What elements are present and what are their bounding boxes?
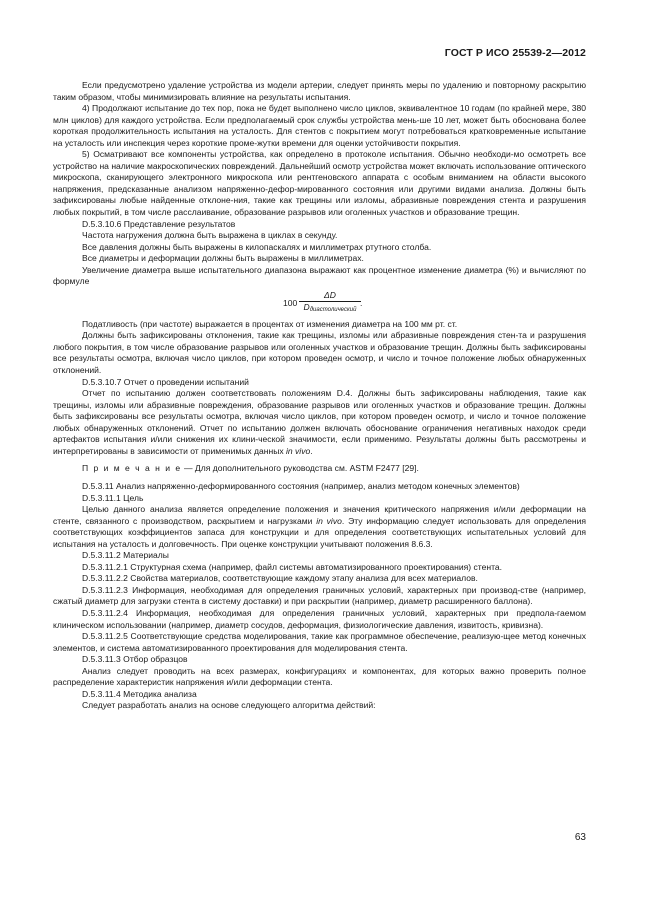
paragraph: Податливость (при частоте) выражается в процентах от изменения диаметра на 100 мм рт. ст. [82, 318, 458, 329]
paragraph: 5) Осматривают все компоненты устройства, как определено в протоколе испытания. Обычно необходи-мо осмотреть все устройство на наличие макроскопических повреждений. Дальнейший осмотр устройства может включать использование оптического микроскопа, сканирующего электронного микроскопа или рентгеновского аппарата с особым вниманием на области высокого напряжения, предсказанные анализом напряженно-дефор-мированного состояния или другими видами анализа. Должны быть зафиксированы любые найденные отклоне-ния, такие как трещины или изломы, абразивные повреждения стента и разрушения любых покрытий, в том числе расслаивание, образование разрывов или оголенных участков и образование трещин. [53, 149, 586, 218]
paragraph: D.5.3.11.2.3 Информация, необходимая для определения граничных условий, характерных при производ-стве (например, сжатый диаметр для загрузки стента в систему доставки) и при раскрытии (например, диаметр расширенного баллона). [53, 584, 586, 607]
paragraph: Отчет по испытанию должен соответствовать положениям D.4. Должны быть зафиксированы наблюдения, такие как трещины, изломы или абразивные повреждения, образование разрывов или оголенных участков и образование трещин. Должны быть зафиксированы все результаты осмотра, включая число циклов, при котором проведен осмотр, и число и точное положение любых обнаруженных отклонений. Отчет по испытанию должен включать обоснование ограничения негативных находок среди артефактов испытания и/или снижения их клини-ческой значимости, если применимо. Результаты должны быть рассмотрены и интерпретированы в зависимости от применимых данных in vivo. [53, 388, 586, 456]
section-heading: D.5.3.11.1 Цель [82, 492, 144, 503]
note-text: — Для дополнительного руководства см. ASTM F2477 [29]. [181, 463, 419, 474]
paragraph: Целью данного анализа является определение положения и значения критического напряжения и/или деформации на стенте, связанного с производством, раскрытием и нагрузками in vivo. Эту информацию следует использовать для определения соответствующих коэффициентов запаса для конструкции и для определения соответствующих испытательных условий для испытания на усталость и долговечность. При оценке конструкции учитывают положения 8.6.3. [53, 504, 586, 549]
section-heading: D.5.3.11.4 Методика анализа [82, 688, 197, 699]
document-header: ГОСТ Р ИСО 25539-2—2012 [444, 47, 586, 59]
paragraph: Должны быть зафиксированы отклонения, такие как трещины, изломы или абразивные повреждения стен-та и разрушения любого покрытия, в том числе образование разрывов или оголенных участков и образование трещин. Должны быть зафиксированы все результаты осмотра, включая число циклов, при котором проведен осмотр, и число и точное положение любых обнаруженных отклонений. [53, 330, 586, 376]
page-number: 63 [574, 832, 586, 843]
paragraph: Все давления должны быть выражены в килопаскалях и миллиметрах ртутного столба. [82, 241, 432, 252]
paragraph: Увеличение диаметра выше испытательного диапазона выражают как процентное изменение диаметра (%) и вычисляют по формуле [53, 264, 586, 287]
section-heading: D.5.3.11.3 Отбор образцов [82, 654, 188, 665]
paragraph: D.5.3.11.2.4 Информация, необходимая для определения граничных условий, характерных при предпола-гаемом клиническом использовании (например, диаметр сосудов, деформация, физиологические давления, извитость, кривизна). [53, 607, 586, 630]
note-label: П р и м е ч а н и е [82, 463, 182, 474]
section-heading: D.5.3.11 Анализ напряженно-деформированного состояния (например, анализ методом конечных элементов) [82, 480, 520, 491]
formula-numerator: ΔD [324, 289, 336, 300]
paragraph: D.5.3.11.2.1 Структурная схема (например, файл системы автоматизированного проектирования) стента. [82, 561, 503, 572]
section-heading: D.5.3.10.7 Отчет о проведении испытаний [82, 376, 249, 387]
formula-coefficient: 100 [283, 297, 298, 308]
diameter-change-formula [53, 290, 586, 316]
section-heading: D.5.3.11.2 Материалы [82, 550, 169, 561]
paragraph: Следует разработать анализ на основе следующего алгоритма действий: [82, 700, 376, 711]
paragraph: D.5.3.11.2.2 Свойства материалов, соответствующие каждому этапу анализа для всех материалов. [82, 573, 478, 584]
page-body [53, 80, 586, 712]
note [53, 463, 586, 475]
paragraph: Анализ следует проводить на всех размерах, конфигурациях и компонентах, для которых важно проверить полное распределение характеристик напряжения и/или деформации стента. [53, 665, 586, 688]
formula-fraction [299, 290, 361, 316]
formula-denominator: $D_{диастолический}$ [303, 301, 357, 313]
paragraph: Если предусмотрено удаление устройства из модели артерии, следует принять меры по удалению и повторному раскрытию таким образом, чтобы минимизировать влияние на результаты испытания. [53, 80, 586, 102]
paragraph: D.5.3.11.2.5 Соответствующие средства моделирования, такие как программное обеспечение, реализую-щее метод конечных элементов, и система автоматизированного проектирования для моделирования стента. [53, 631, 586, 653]
paragraph: Все диаметры и деформации должны быть выражены в миллиметрах. [82, 253, 364, 264]
formula-denominator-subscript: диастолический [309, 306, 357, 313]
section-heading: D.5.3.10.6 Представление результатов [82, 218, 236, 229]
paragraph: Частота нагружения должна быть выражена в циклах в секунду. [82, 230, 338, 241]
paragraph: 4) Продолжают испытание до тех пор, пока не будет выполнено число циклов, эквивалентное 10 годам (по крайней мере, 380 млн циклов) для каждого устройства. Если предполагаемый срок службы устройства мень-ше 10 лет, может быть обоснована более короткая продолжительность испытания на усталость. Для стентов с покрытием могут потребоваться кратковременные испытание на усталость или инспекция через короткие проме-жутки времени для оценки устойчивости покрытия. [53, 103, 586, 148]
formula-end: . [360, 297, 363, 308]
